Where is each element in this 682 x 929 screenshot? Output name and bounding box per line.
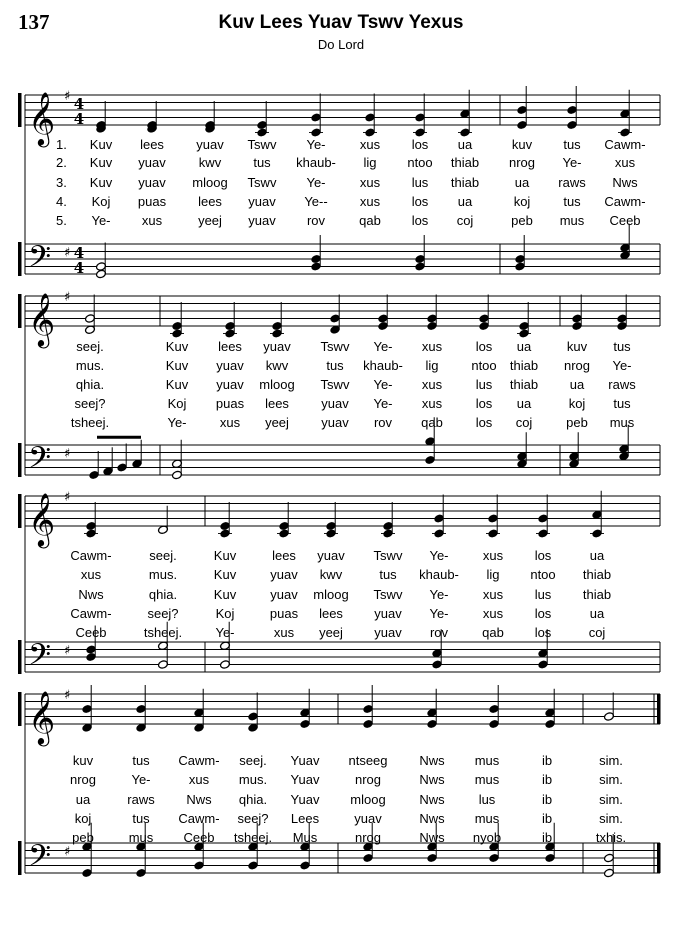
- lyric-syllable: thiab: [582, 567, 612, 582]
- lyric-syllable: yuav: [270, 567, 298, 582]
- lyric-syllable: khaub-: [363, 358, 403, 373]
- lyric-syllable: Kuv: [165, 339, 189, 354]
- lyric-syllable: yuav: [248, 194, 276, 209]
- lyric-syllable: Ye-: [373, 377, 393, 392]
- final-barline-thick: [657, 843, 661, 873]
- lyric-syllable: mus.: [148, 567, 178, 582]
- lyric-syllable: Yuav: [290, 792, 320, 807]
- lyric-syllable: Kuv: [165, 358, 189, 373]
- lyric-syllable: nrog: [354, 830, 382, 845]
- lyric-syllable: lees: [140, 137, 164, 152]
- lyric-syllable: peb: [72, 830, 94, 845]
- lyric-syllable: Kuv: [213, 548, 237, 563]
- lyric-syllable: Koj: [167, 396, 187, 411]
- lyric-syllable: xus: [482, 606, 504, 621]
- lyric-syllable: puas: [137, 194, 167, 209]
- lyric-syllable: mloog: [313, 587, 349, 602]
- lyric-syllable: thiab: [509, 358, 539, 373]
- lyric-syllable: thiab: [450, 175, 480, 190]
- lyric-syllable: mus.: [75, 358, 105, 373]
- lyric-syllable: Cawm-: [604, 194, 646, 209]
- lyric-syllable: Ye-: [429, 587, 449, 602]
- lyric-syllable: puas: [269, 606, 299, 621]
- lyric-syllable: seej.: [76, 339, 104, 354]
- lyric-syllable: lig: [425, 358, 439, 373]
- lyric-syllable: Koj: [215, 606, 235, 621]
- verse-number: 1.: [56, 137, 67, 152]
- lyric-syllable: khaub-: [419, 567, 459, 582]
- hymn-subtitle: Do Lord: [317, 37, 365, 52]
- lyric-syllable: Ye--: [304, 194, 328, 209]
- lyric-syllable: qhia.: [238, 792, 268, 807]
- lyric-syllable: lees: [218, 339, 242, 354]
- lyric-syllable: coj: [515, 415, 533, 430]
- lyric-syllable: mloog: [350, 792, 386, 807]
- lyric-syllable: Ye-: [91, 213, 111, 228]
- lyric-syllable: lus: [411, 175, 429, 190]
- key-signature-sharp: ♯: [64, 89, 71, 104]
- lyric-syllable: xus: [482, 548, 504, 563]
- lyric-syllable: thiab: [509, 377, 539, 392]
- lyric-syllable: Ye-: [429, 548, 449, 563]
- key-signature-sharp: ♯: [64, 290, 71, 305]
- lyric-syllable: Nws: [78, 587, 104, 602]
- lyric-syllable: xus: [421, 339, 443, 354]
- lyric-syllable: rov: [373, 415, 393, 430]
- lyric-syllable: Tswv: [247, 137, 277, 152]
- hymn-number: 137: [18, 10, 50, 34]
- lyric-syllable: yuav: [374, 625, 402, 640]
- lyric-syllable: qhia.: [75, 377, 105, 392]
- lyric-syllable: xus: [482, 587, 504, 602]
- lyric-syllable: yuav: [317, 548, 345, 563]
- lyric-syllable: xus: [614, 155, 636, 170]
- lyric-syllable: Kuv: [89, 175, 113, 190]
- lyric-syllable: tus: [379, 567, 397, 582]
- lyric-syllable: nyob: [472, 830, 502, 845]
- lyric-syllable: mloog: [259, 377, 295, 392]
- lyric-syllable: Ye-: [167, 415, 187, 430]
- lyric-syllable: Ye-: [373, 396, 393, 411]
- lyric-syllable: ntseeg: [348, 753, 388, 768]
- lyric-syllable: xus: [359, 175, 381, 190]
- lyric-syllable: Ye-: [429, 606, 449, 621]
- key-signature-sharp: ♯: [64, 490, 71, 505]
- lyric-syllable: raws: [127, 792, 155, 807]
- treble-clef: 𝄞: [28, 492, 56, 546]
- lyric-syllable: yeej: [198, 213, 222, 228]
- time-signature-top: 4: [73, 244, 85, 262]
- lyric-syllable: los: [411, 213, 429, 228]
- lyric-syllable: Ye-: [306, 137, 326, 152]
- lyric-syllable: koj: [568, 396, 586, 411]
- lyric-syllable: sim.: [599, 811, 623, 826]
- lyric-syllable: sim.: [599, 753, 623, 768]
- lyric-syllable: ua: [589, 548, 605, 563]
- lyric-syllable: yeej: [265, 415, 289, 430]
- lyric-syllable: nrog: [69, 772, 97, 787]
- lyric-syllable: koj: [74, 811, 92, 826]
- lyric-syllable: kuv: [566, 339, 588, 354]
- lyric-syllable: ntoo: [471, 358, 497, 373]
- lyric-syllable: tsheej.: [233, 830, 273, 845]
- key-signature-sharp: ♯: [64, 844, 71, 860]
- lyric-syllable: lees: [198, 194, 222, 209]
- lyric-syllable: los: [534, 606, 552, 621]
- time-signature-bottom: 4: [73, 110, 85, 128]
- lyric-syllable: thiab: [450, 155, 480, 170]
- treble-clef: 𝄞: [28, 690, 56, 744]
- lyric-syllable: puas: [215, 396, 245, 411]
- lyric-syllable: ib: [541, 772, 553, 787]
- lyric-syllable: Tswv: [320, 339, 350, 354]
- lyric-syllable: kwv: [319, 567, 343, 582]
- lyric-syllable: xus: [359, 194, 381, 209]
- lyric-syllable: Nws: [419, 811, 445, 826]
- lyric-syllable: peb: [511, 213, 533, 228]
- lyric-syllable: yuav: [138, 175, 166, 190]
- lyric-syllable: kuv: [72, 753, 94, 768]
- lyric-syllable: koj: [513, 194, 531, 209]
- lyric-syllable: Ye-: [612, 358, 632, 373]
- lyric-syllable: lees: [272, 548, 296, 563]
- lyric-syllable: ib: [541, 753, 553, 768]
- lyric-syllable: ua: [75, 792, 91, 807]
- lyric-syllable: xus: [273, 625, 295, 640]
- lyric-syllable: tus: [253, 155, 271, 170]
- staff-bracket: [18, 93, 22, 127]
- lyric-syllable: xus: [141, 213, 163, 228]
- lyric-syllable: yuav: [321, 415, 349, 430]
- bass-clef: 𝄢: [28, 441, 52, 483]
- key-signature-sharp: ♯: [64, 446, 71, 462]
- lyric-syllable: Kuv: [89, 155, 113, 170]
- beam: [97, 436, 141, 439]
- lyric-syllable: Nws: [419, 792, 445, 807]
- lyric-syllable: ua: [516, 339, 532, 354]
- lyric-syllable: Tswv: [247, 175, 277, 190]
- lyric-syllable: seej?: [237, 811, 269, 826]
- lyric-syllable: xus: [421, 396, 443, 411]
- lyric-syllable: xus: [80, 567, 102, 582]
- lyric-syllable: tsheej.: [143, 625, 183, 640]
- staff-bracket: [18, 443, 22, 477]
- verse-number: 5.: [56, 213, 67, 228]
- lyric-syllable: tus: [563, 137, 581, 152]
- lyric-syllable: Nws: [419, 830, 445, 845]
- lyric-syllable: Cawm-: [178, 811, 220, 826]
- lyric-syllable: Kuv: [89, 137, 113, 152]
- lyric-syllable: seej?: [74, 396, 106, 411]
- key-signature-sharp: ♯: [64, 688, 71, 703]
- lyric-syllable: ua: [457, 137, 473, 152]
- lyric-syllable: yuav: [270, 587, 298, 602]
- lyric-syllable: ib: [541, 792, 553, 807]
- lyric-syllable: ib: [541, 811, 553, 826]
- lyric-syllable: yuav: [138, 155, 166, 170]
- verse-number: 3.: [56, 175, 67, 190]
- lyric-syllable: xus: [188, 772, 210, 787]
- lyric-syllable: mus: [474, 753, 500, 768]
- lyric-syllable: nrog: [354, 772, 382, 787]
- verse-number: 2.: [56, 155, 67, 170]
- lyric-syllable: Nws: [419, 772, 445, 787]
- lyric-syllable: Kuv: [213, 587, 237, 602]
- lyric-syllable: los: [534, 625, 552, 640]
- lyric-syllable: khaub-: [296, 155, 336, 170]
- lyric-syllable: mus: [474, 811, 500, 826]
- lyric-syllable: mus: [609, 415, 635, 430]
- lyric-syllable: yeej: [319, 625, 343, 640]
- lyric-syllable: mus.: [238, 772, 268, 787]
- lyric-syllable: lig: [486, 567, 500, 582]
- lyric-syllable: nrog: [563, 358, 591, 373]
- bass-clef: 𝄢: [28, 240, 52, 282]
- lyric-syllable: Cawm-: [604, 137, 646, 152]
- staff-bracket: [18, 494, 22, 528]
- time-signature-bottom: 4: [73, 259, 85, 277]
- lyric-syllable: lus: [475, 377, 493, 392]
- lyric-syllable: qab: [482, 625, 504, 640]
- lyric-syllable: lus: [534, 587, 552, 602]
- lyric-syllable: yuav: [248, 213, 276, 228]
- lyric-syllable: ua: [516, 396, 532, 411]
- lyric-syllable: kuv: [511, 137, 533, 152]
- lyric-syllable: Tswv: [373, 587, 403, 602]
- lyric-syllable: Mus: [292, 830, 318, 845]
- lyric-syllable: Ceeb: [75, 625, 107, 640]
- lyric-syllable: xus: [359, 137, 381, 152]
- lyric-syllable: ua: [514, 175, 530, 190]
- lyric-syllable: seej.: [239, 753, 267, 768]
- lyric-syllable: thiab: [582, 587, 612, 602]
- treble-clef: 𝄞: [28, 292, 56, 346]
- lyric-syllable: nrog: [508, 155, 536, 170]
- lyric-syllable: Ye-: [215, 625, 235, 640]
- lyric-syllable: yuav: [263, 339, 291, 354]
- lyric-syllable: los: [411, 137, 429, 152]
- lyric-syllable: ntoo: [407, 155, 433, 170]
- lyric-syllable: coj: [456, 213, 474, 228]
- lyric-syllable: tus: [613, 339, 631, 354]
- lyric-syllable: mus: [128, 830, 154, 845]
- lyric-syllable: Kuv: [213, 567, 237, 582]
- lyric-syllable: yuav: [321, 396, 349, 411]
- staff-bracket: [18, 242, 22, 276]
- lyric-syllable: Ye-: [131, 772, 151, 787]
- lyric-syllable: ua: [457, 194, 473, 209]
- final-barline-thick: [657, 694, 661, 724]
- lyric-syllable: Ye-: [562, 155, 582, 170]
- lyric-syllable: yuav: [374, 606, 402, 621]
- hymn-title: Kuv Lees Yuav Tswv Yexus: [218, 12, 464, 33]
- lyric-syllable: Cawm-: [70, 606, 112, 621]
- lyric-syllable: Tswv: [373, 548, 403, 563]
- lyric-syllable: tus: [613, 396, 631, 411]
- staff-bracket: [18, 294, 22, 328]
- lyric-syllable: lus: [478, 792, 496, 807]
- lyric-syllable: los: [475, 396, 493, 411]
- lyric-syllable: yuav: [216, 358, 244, 373]
- lyric-syllable: los: [411, 194, 429, 209]
- lyric-syllable: los: [475, 339, 493, 354]
- lyric-syllable: seej?: [147, 606, 179, 621]
- staff-bracket: [18, 640, 22, 674]
- lyric-syllable: raws: [608, 377, 636, 392]
- lyric-syllable: yuav: [196, 137, 224, 152]
- lyric-syllable: rov: [306, 213, 326, 228]
- bass-clef: 𝄢: [28, 839, 52, 881]
- lyric-syllable: lig: [363, 155, 377, 170]
- lyric-syllable: Yuav: [290, 753, 320, 768]
- lyric-syllable: sim.: [599, 772, 623, 787]
- staff-bracket: [18, 692, 22, 726]
- lyric-syllable: kwv: [265, 358, 289, 373]
- lyric-syllable: peb: [566, 415, 588, 430]
- lyric-syllable: Nws: [612, 175, 638, 190]
- lyric-syllable: Cawm-: [70, 548, 112, 563]
- key-signature-sharp: ♯: [64, 245, 71, 261]
- time-signature-top: 4: [73, 95, 85, 113]
- lyric-syllable: Cawm-: [178, 753, 220, 768]
- lyric-syllable: Kuv: [165, 377, 189, 392]
- staff-bracket: [18, 841, 22, 875]
- lyric-syllable: Koj: [91, 194, 111, 209]
- lyric-syllable: xus: [421, 377, 443, 392]
- lyric-syllable: ua: [569, 377, 585, 392]
- verse-number: 4.: [56, 194, 67, 209]
- lyric-syllable: sim.: [599, 792, 623, 807]
- lyric-syllable: raws: [558, 175, 586, 190]
- lyric-syllable: yuav: [354, 811, 382, 826]
- lyric-syllable: ua: [589, 606, 605, 621]
- lyric-syllable: seej.: [149, 548, 177, 563]
- lyric-syllable: ib: [541, 830, 553, 845]
- lyric-syllable: lees: [319, 606, 343, 621]
- lyric-syllable: Lees: [290, 811, 320, 826]
- lyric-syllable: Ye-: [306, 175, 326, 190]
- lyric-syllable: Nws: [186, 792, 212, 807]
- lyric-syllable: los: [534, 548, 552, 563]
- lyric-syllable: los: [475, 415, 493, 430]
- lyric-syllable: lees: [265, 396, 289, 411]
- lyric-syllable: Ceeb: [183, 830, 215, 845]
- lyric-syllable: rov: [429, 625, 449, 640]
- lyric-syllable: tus: [326, 358, 344, 373]
- lyric-syllable: coj: [588, 625, 606, 640]
- lyric-syllable: ntoo: [530, 567, 556, 582]
- lyric-syllable: Tswv: [320, 377, 350, 392]
- lyric-syllable: mus: [474, 772, 500, 787]
- lyric-syllable: Yuav: [290, 772, 320, 787]
- lyric-syllable: kwv: [198, 155, 222, 170]
- lyric-syllable: Ye-: [373, 339, 393, 354]
- lyric-syllable: mus: [559, 213, 585, 228]
- lyric-syllable: qhia.: [148, 587, 178, 602]
- lyric-syllable: xus: [219, 415, 241, 430]
- lyric-syllable: yuav: [216, 377, 244, 392]
- lyric-syllable: tus: [563, 194, 581, 209]
- lyric-syllable: Nws: [419, 753, 445, 768]
- treble-clef: 𝄞: [28, 91, 56, 145]
- lyric-syllable: qab: [359, 213, 381, 228]
- lyric-syllable: tus: [132, 811, 150, 826]
- lyric-syllable: qab: [421, 415, 443, 430]
- lyric-syllable: txhis.: [595, 830, 627, 845]
- lyric-syllable: tsheej.: [70, 415, 110, 430]
- lyric-syllable: Ceeb: [609, 213, 641, 228]
- key-signature-sharp: ♯: [64, 643, 71, 659]
- lyric-syllable: mloog: [192, 175, 228, 190]
- bass-clef: 𝄢: [28, 638, 52, 680]
- lyric-syllable: tus: [132, 753, 150, 768]
